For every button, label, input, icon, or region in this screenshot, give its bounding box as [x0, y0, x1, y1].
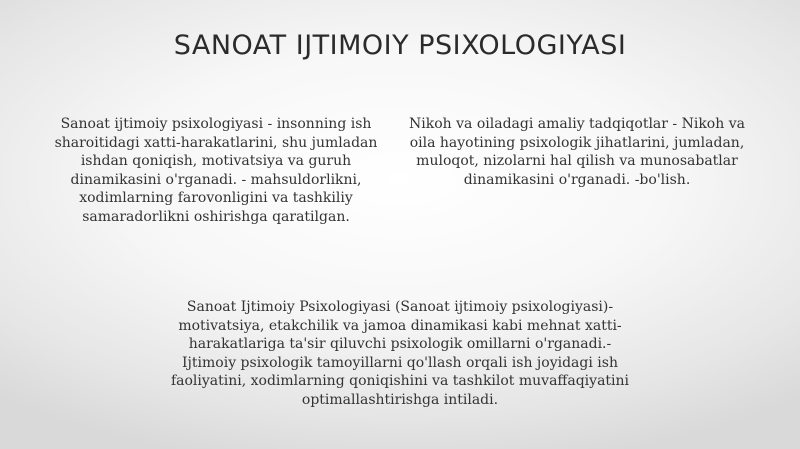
slide-title: SANOAT IJTIMOIY PSIXOLOGIYASI — [173, 30, 627, 61]
left-text-block: Sanoat ijtimoiy psixologiyasi - insonning ish sharoitidagi xatti-harakatlarini, shu jumladan ishdan qoniqish, motivatsiya va guruh dinamikasini o'rganadi. - mahsuldorlikni, xodimlarning farovonligini va tashkiliy samaradorlikni oshirishga qaratilgan. — [54, 116, 378, 225]
bottom-text-block: Sanoat Ijtimoiy Psixologiyasi (Sanoat ijtimoiy psixologiyasi)- motivatsiya, etakchilik va jamoa dinamikasi kabi mehnat xatti-harakatlariga ta'sir qiluvchi psixologik omillarni o'rganadi.- Ijtimoiy psixologik tamoyillarni qo'llash orqali ish joyidagi ish faoliyatini, xodimlarning qoniqishini va tashkilot muvaffaqiyatini optimallashtirishga intiladi. — [170, 299, 630, 408]
right-text-block: Nikoh va oiladagi amaliy tadqiqotlar - Nikoh va oila hayotining psixologik jihatlarini, jumladan, muloqot, nizolarni hal qilish va munosabatlar dinamikasini o'rganadi. -bo'lish. — [409, 116, 745, 188]
